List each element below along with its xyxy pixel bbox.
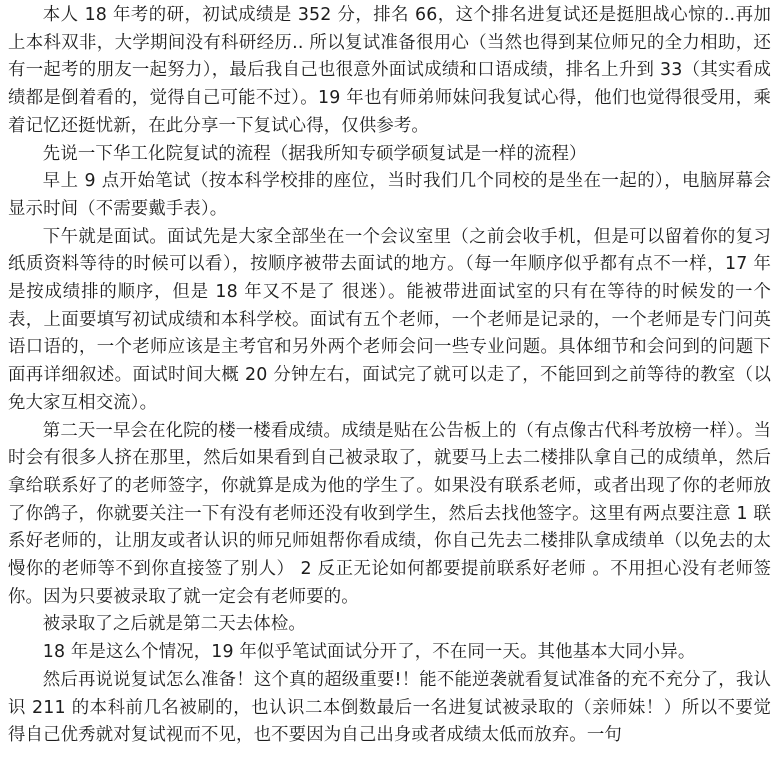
paragraph-written-exam: 早上 9 点开始笔试（按本科学校排的座位，当时我们几个同校的是坐在一起的），电脑屏幕会显示时间（不需要戴手表）。 (8, 171, 771, 219)
paragraph-results: 第二天一早会在化院的楼一楼看成绩。成绩是贴在公告板上的（有点像古代科考放榜一样）。当时会有很多人挤在那里，然后如果看到自己被录取了，就要马上去二楼排队拿自己的成绩单，然后拿给联系好了的老师签字，你就算是成为他的学生了。如果没有联系老师，或者出现了你的老师放了你鸽子，你就要关注一下有没有老师还没有收到学生，然后去找他签字。这里有两点要注意 1 联系好老师的，让朋友或者认识的师兄师姐帮你看成绩，你自己先去二楼排队拿成绩单（以免去的太慢你的老师等不到你直接签了别人） 2 反正无论如何都要提前联系好老师 。不用担心没有老师签你。因为只要被录取了就一定会有老师要的。 (8, 420, 771, 607)
paragraph-interview: 下午就是面试。面试先是大家全部坐在一个会议室里（之前会收手机，但是可以留着你的复习纸质资料等待的时候可以看），按顺序被带去面试的地方。（每一年顺序似乎都有点不一样，17 年是按成绩排的顺序，但是 18 年又不是了 很迷）。能被带进面试室的只有在等待的时候发的一个表，上面要填写初试成绩和本科学校。面试有五个老师，一个老师是记录的，一个老师是专门问英语口语的，一个老师应该是主考官和另外两个老师会问一些专业问题。具体细节和会问到的问题下面再详细叙述。面试时间大概 20 分钟左右，面试完了就可以走了，不能回到之前等待的教室（以免大家互相交流）。 (8, 226, 771, 413)
paragraph-process-intro: 先说一下华工化院复试的流程（据我所知专硕学硕复试是一样的流程） (42, 143, 587, 164)
paragraph-preparation: 然后再说说复试怎么准备！这个真的超级重要!！能不能逆袭就看复试准备的充不充分了，我认识 211 的本科前几名被刷的，也认识二本倒数最后一名进复试被录取的（亲师妹！）所以不要觉得自己优秀就对复试视而不见，也不要因为自己出身或者成绩太低而放弃。一句 (8, 669, 771, 746)
paragraph-intro: 本人 18 年考的研，初试成绩是 352 分，排名 66，这个排名进复试还是挺胆战心惊的..再加上本科双非，大学期间没有科研经历.. 所以复试准备很用心（当然也得到某位师兄的全力相助，还有一起考的朋友一起努力），最后我自己也很意外面试成绩和口语成绩，排名上升到 33（其实看成绩都是倒着看的，觉得自己可能不过）。19 年也有师弟师妹问我复试心得，他们也觉得很受用，乘着记忆还挺忧新，在此分享一下复试心得，仅供参考。 (8, 5, 771, 136)
paragraph-physical-exam: 被录取了之后就是第二天去体检。 (42, 614, 306, 635)
paragraph-2019-note: 18 年是这么个情况，19 年似乎笔试面试分开了，不在同一天。其他基本大同小异。 (42, 642, 696, 663)
